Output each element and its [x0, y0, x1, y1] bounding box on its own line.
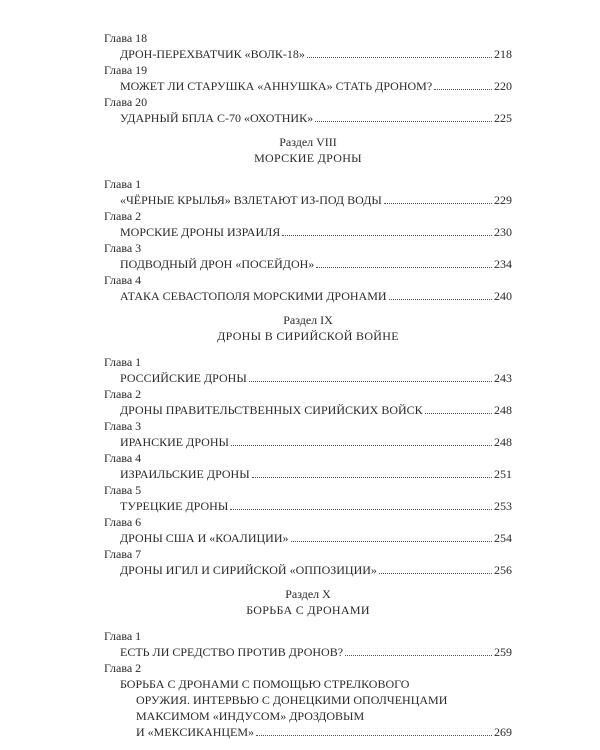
- toc-entry: [104, 224, 512, 240]
- s9-chapter-2: [104, 386, 512, 418]
- chapter-label: Глава 1: [104, 177, 142, 191]
- toc-entry: [104, 288, 512, 304]
- chapter-title: ИЗРАИЛЬСКИЕ ДРОНЫ: [120, 467, 250, 481]
- toc-entry: [104, 110, 512, 126]
- toc-entry: [104, 498, 512, 514]
- table-of-contents: [104, 30, 512, 740]
- chapter-20: [104, 94, 512, 126]
- s9-chapter-6: [104, 514, 512, 546]
- section-number: Раздел IX: [283, 313, 333, 327]
- chapter-title-line: И «МЕКСИКАНЦЕМ»: [136, 725, 255, 739]
- dot-leader: [384, 203, 492, 204]
- toc-entry: [104, 466, 512, 482]
- section-title: МОРСКИЕ ДРОНЫ: [254, 151, 362, 165]
- chapter-label: Глава 2: [104, 661, 142, 675]
- dot-leader: [389, 299, 492, 300]
- page-number: 251: [494, 467, 512, 481]
- section-number: Раздел X: [285, 587, 331, 601]
- page-number: 254: [494, 531, 512, 545]
- dot-leader: [379, 573, 492, 574]
- chapter-label: Глава 1: [104, 355, 142, 369]
- dot-leader: [252, 477, 492, 478]
- chapter-title: ДРОН-ПЕРЕХВАТЧИК «ВОЛК-18»: [120, 47, 305, 61]
- chapter-label: Глава 1: [104, 629, 142, 643]
- dot-leader: [249, 381, 492, 382]
- chapter-title: ЕСТЬ ЛИ СРЕДСТВО ПРОТИВ ДРОНОВ?: [120, 645, 344, 659]
- toc-entry: [104, 434, 512, 450]
- section-title: БОРЬБА С ДРОНАМИ: [246, 603, 370, 617]
- chapter-label: Глава 6: [104, 515, 142, 529]
- page-number: 229: [494, 193, 512, 207]
- chapter-label: Глава 2: [104, 209, 142, 223]
- chapter-title: ДРОНЫ ПРАВИТЕЛЬСТВЕННЫХ СИРИЙСКИХ ВОЙСК: [120, 403, 423, 417]
- chapter-label: Глава 5: [104, 483, 142, 497]
- dot-leader: [434, 89, 492, 90]
- chapter-label: Глава 18: [104, 31, 148, 45]
- s8-chapter-4: [104, 272, 512, 304]
- chapter-title: ТУРЕЦКИЕ ДРОНЫ: [120, 499, 229, 513]
- s10-chapter-2: [104, 660, 512, 740]
- chapter-label: Глава 20: [104, 95, 148, 109]
- toc-entry: [104, 402, 512, 418]
- page-number: 269: [494, 725, 512, 739]
- chapter-title: ДРОНЫ США И «КОАЛИЦИИ»: [120, 531, 289, 545]
- chapter-19: [104, 62, 512, 94]
- dot-leader: [307, 57, 492, 58]
- s9-chapter-7: [104, 546, 512, 578]
- dot-leader: [316, 267, 492, 268]
- chapter-label: Глава 3: [104, 241, 142, 255]
- s8-chapter-1: [104, 176, 512, 208]
- chapter-label: Глава 4: [104, 451, 142, 465]
- section-number: Раздел VIII: [279, 135, 337, 149]
- toc-entry: [104, 46, 512, 62]
- s9-chapter-4: [104, 450, 512, 482]
- chapter-title: РОССИЙСКИЕ ДРОНЫ: [120, 371, 247, 385]
- chapter-title: МОЖЕТ ЛИ СТАРУШКА «АННУШКА» СТАТЬ ДРОНОМ?: [120, 79, 433, 93]
- page-number: 240: [494, 289, 512, 303]
- chapter-title: МОРСКИЕ ДРОНЫ ИЗРАИЛЯ: [120, 225, 281, 239]
- toc-entry: [104, 644, 512, 660]
- chapter-title-line: ОРУЖИЯ. ИНТЕРВЬЮ С ДОНЕЦКИМИ ОПОЛЧЕНЦАМИ: [136, 693, 448, 707]
- dot-leader: [291, 541, 493, 542]
- s9-chapter-3: [104, 418, 512, 450]
- chapter-title: ДРОНЫ ИГИЛ И СИРИЙСКОЙ «ОППОЗИЦИИ»: [120, 563, 377, 577]
- page-number: 230: [494, 225, 512, 239]
- page-number: 248: [494, 403, 512, 417]
- page-number: 248: [494, 435, 512, 449]
- page-number: 218: [494, 47, 512, 61]
- chapter-title: «ЧЁРНЫЕ КРЫЛЬЯ» ВЗЛЕТАЮТ ИЗ-ПОД ВОДЫ: [120, 193, 382, 207]
- chapter-18: [104, 30, 512, 62]
- dot-leader: [230, 509, 492, 510]
- page-number: 256: [494, 563, 512, 577]
- s8-chapter-2: [104, 208, 512, 240]
- s9-chapter-5: [104, 482, 512, 514]
- chapter-title: ПОДВОДНЫЙ ДРОН «ПОСЕЙДОН»: [120, 257, 315, 271]
- toc-entry: [104, 530, 512, 546]
- page-number: 220: [494, 79, 512, 93]
- toc-entry: [104, 256, 512, 272]
- toc-entry: [104, 192, 512, 208]
- chapter-label: Глава 4: [104, 273, 142, 287]
- chapter-title-line: МАКСИМОМ «ИНДУСОМ» ДРОЗДОВЫМ: [136, 709, 365, 723]
- chapter-title: АТАКА СЕВАСТОПОЛЯ МОРСКИМИ ДРОНАМИ: [120, 289, 387, 303]
- chapter-title-line: БОРЬБА С ДРОНАМИ С ПОМОЩЬЮ СТРЕЛКОВОГО: [120, 677, 410, 691]
- toc-entry: [104, 562, 512, 578]
- page-number: 253: [494, 499, 512, 513]
- dot-leader: [345, 655, 492, 656]
- s9-chapter-1: [104, 354, 512, 386]
- s10-chapter-1: [104, 628, 512, 660]
- chapter-label: Глава 2: [104, 387, 142, 401]
- chapter-label: Глава 7: [104, 547, 142, 561]
- toc-entry: [104, 370, 512, 386]
- page-number: 243: [494, 371, 512, 385]
- page-number: 225: [494, 111, 512, 125]
- dot-leader: [315, 121, 492, 122]
- page-number: 259: [494, 645, 512, 659]
- chapter-title: УДАРНЫЙ БПЛА С-70 «ОХОТНИК»: [120, 111, 314, 125]
- dot-leader: [282, 235, 492, 236]
- toc-entry: [104, 78, 512, 94]
- page-number: 234: [494, 257, 512, 271]
- chapter-title: ИРАНСКИЕ ДРОНЫ: [120, 435, 229, 449]
- toc-entry: [104, 724, 512, 740]
- dot-leader: [425, 413, 492, 414]
- chapter-label: Глава 3: [104, 419, 142, 433]
- dot-leader: [231, 445, 492, 446]
- chapter-title-multiline: [104, 676, 512, 724]
- section-title: ДРОНЫ В СИРИЙСКОЙ ВОЙНЕ: [217, 329, 399, 343]
- dot-leader: [256, 735, 492, 736]
- chapter-label: Глава 19: [104, 63, 148, 77]
- s8-chapter-3: [104, 240, 512, 272]
